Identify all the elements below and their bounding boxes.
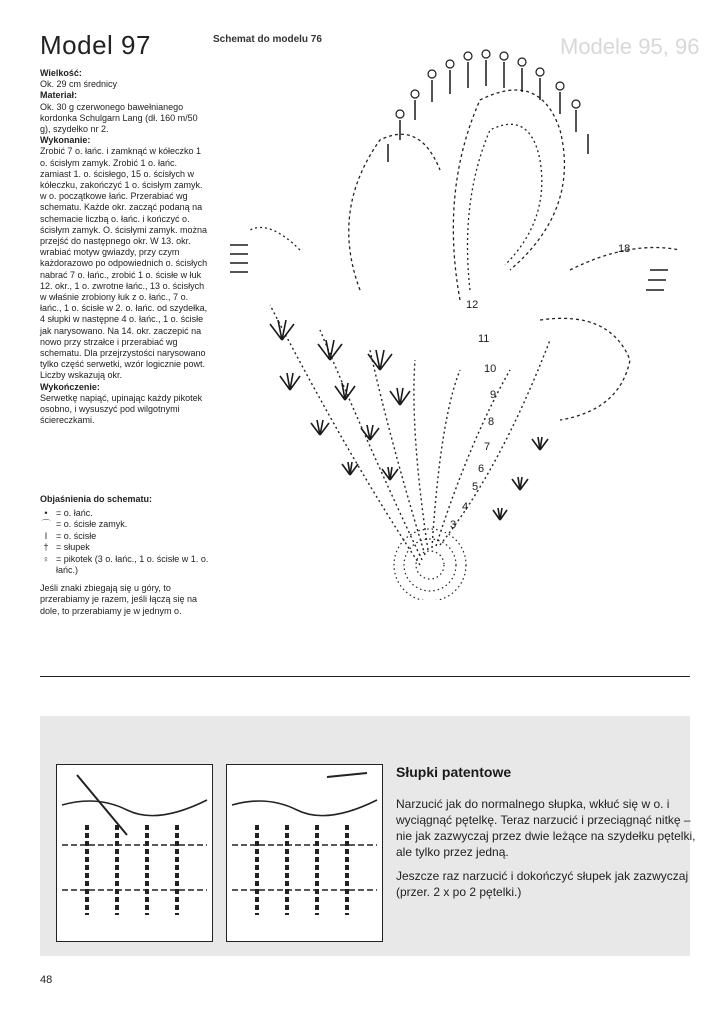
round-label: 11 — [478, 333, 490, 345]
round-label: 7 — [484, 441, 491, 453]
legend-item — [40, 508, 210, 520]
round-label: 3 — [450, 519, 457, 531]
ghost-title: Modele 95, 96 — [560, 34, 700, 59]
single-crochet-symbol-icon: I — [44, 530, 48, 541]
stitch-illustration-icon — [57, 765, 212, 941]
legend-item — [40, 519, 210, 531]
legend-item-text: = o. ścisłe zamyk. — [56, 519, 128, 529]
work-text: Zrobić 7 o. łańc. i zamknąć w kółeczko 1 o. ścisłym zamyk. Zrobić 1 o. łańc. zamiast 1. o. ścisłego, 15 o. ścisłych w kółeczku, zakończyć 1 o. ścisłym zamyk. w o. początkowe łańc. Przerabiać wg schematu. Każde okr. zacząć podaną na schemacie liczbą o. łańc. i kończyć o. ścisłym zamyk. O. ścisłymi zamyk. można przejść do następnego okr. W 13. okr. wrabiać motyw gwiazdy, przy czym każdorazowo po odpowiednich o. ścisłych nabrać 7 o. łańc., zrobić 1 o. ścisłe w łuk 12. okr., 1 o. zwrotne łańc., 13 o. ścisłych w właśnie zrobiony łuk z o. łańc., 7 o. łańc., 1 o. ścisłe w 2. o. łańc. od szydełka, 4 słupki w następne 4 o. łańc., 1 o. ścisłe jak narysowano. Na 14. okr. zaczepić na nowo przy strzałce i przerabiać wg schematu. Dla przejrzystości narysowano tylko część serwetki, wzór logicznie powt. Liczby wskazują okr. — [40, 146, 208, 381]
diagram-rings — [394, 529, 466, 600]
legend-item-text: = pikotek (3 o. łańc., 1 o. ścisłe w 1. o. łańc.) — [56, 553, 209, 575]
diagram-fans — [270, 320, 548, 520]
round-label: 4 — [462, 501, 469, 513]
legend-item — [40, 554, 210, 577]
section-divider — [40, 676, 690, 677]
legend-item-text: = o. ścisłe — [56, 530, 97, 541]
round-label: 5 — [472, 481, 479, 493]
round-label: 12 — [466, 299, 479, 311]
round-label: 6 — [478, 463, 485, 475]
material-text: Ok. 30 g czerwonego bawełnianego kordonka Schulgarn Lang (dł. 160 m/50 g), szydełko nr 2. — [40, 101, 198, 135]
legend-item-text: = słupek — [56, 542, 90, 552]
material-heading: Materiał: — [40, 90, 78, 101]
technique-panel — [40, 716, 696, 956]
technique-paragraph: Narzucić jak do normalnego słupka, wkłuć się w o. i wyciągnąć pętelkę. Teraz narzucić i przeciągnąć nitkę – nie jak zazwyczaj przez dwie leżące na szydełku pętelki, ale tylko przez jedną. — [396, 797, 696, 859]
diagram-round-labels — [450, 243, 630, 531]
crochet-diagram — [210, 40, 690, 600]
legend-heading: Objaśnienia do schematu: — [40, 494, 153, 504]
round-label: 10 — [484, 363, 497, 375]
instructions — [40, 68, 208, 427]
stitch-illustration-icon — [227, 765, 382, 941]
size-heading: Wielkość: — [40, 68, 82, 78]
technique-illustration — [56, 764, 213, 942]
size-text: Ok. 29 cm średnicy — [40, 79, 118, 90]
diagram-stitch-ticks — [230, 60, 668, 290]
round-label: 8 — [488, 416, 495, 428]
technique-text — [396, 796, 696, 908]
finish-text: Serwetkę napiąć, upinając każdy pikotek osobno, i wysuszyć pod wilgotnymi ściereczkami. — [40, 392, 203, 426]
double-crochet-symbol-icon: † — [43, 542, 49, 552]
picot-symbol-icon: ♀ — [42, 553, 50, 564]
chain-symbol-icon: • — [44, 507, 48, 518]
legend-item — [40, 531, 210, 543]
schema-title: Schemat do modelu 76 — [213, 34, 322, 45]
finish-heading: Wykończenie: — [40, 381, 100, 392]
diagram-fan-lines — [270, 305, 550, 565]
diagram-picots — [396, 50, 580, 118]
slip-stitch-symbol-icon: ⌒ — [41, 519, 51, 529]
legend-item — [40, 542, 210, 554]
technique-illustration — [226, 764, 383, 942]
legend — [40, 494, 210, 617]
page-title: Model 97 — [40, 30, 151, 60]
diagram-petals — [250, 90, 680, 420]
round-label: 18 — [618, 243, 631, 255]
technique-paragraph: Jeszcze raz narzucić i dokończyć słupek jak zazwyczaj (przer. 2 x po 2 pętelki.) — [396, 869, 689, 899]
legend-item-text: = o. łańc. — [56, 507, 93, 518]
round-label: 9 — [490, 389, 497, 401]
technique-title: Słupki patentowe — [396, 764, 512, 780]
work-heading: Wykonanie: — [40, 135, 91, 146]
legend-note: Jeśli znaki zbiegają się u góry, to przerabiamy je razem, jeśli łączą się na dole, to przerabiamy je w jednym o. — [40, 582, 198, 616]
page-number: 48 — [40, 974, 53, 986]
